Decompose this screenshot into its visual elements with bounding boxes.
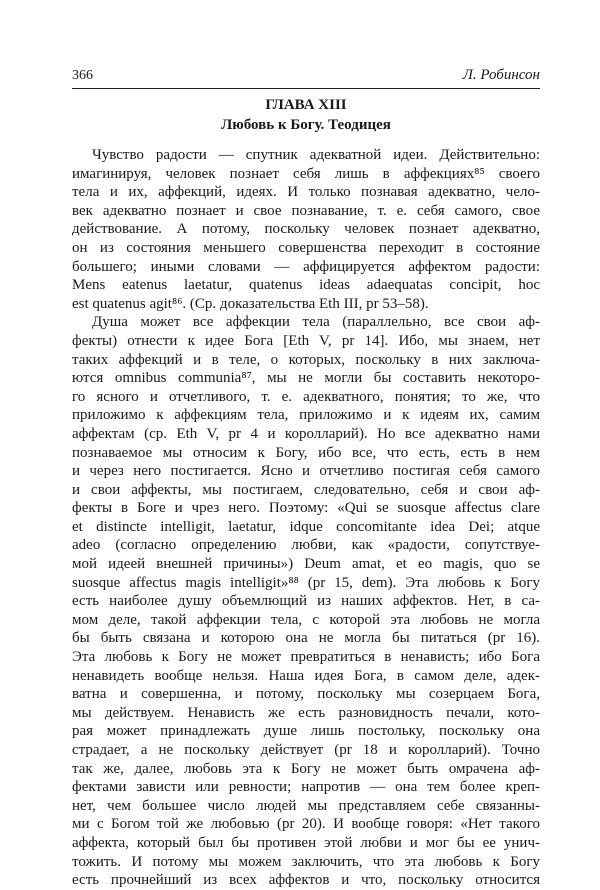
- text-line: и через него постигается. Ясно и отчетливо постигая себя самого: [72, 463, 540, 480]
- text-line: adeo (согласно определению любви, как «радости, сопутствуе-: [72, 537, 540, 554]
- text-line: он из состояния меньшего совершенства переходит в состояние: [72, 239, 540, 256]
- text-line: Чувство радости — спутник адекватной идеи. Действительно:: [92, 147, 540, 163]
- text-line: ми с Богом той же любовью (pr 20). И вообще говоря: «Нет такого: [72, 816, 540, 833]
- text-line: фектами зависти или ревности; напротив — она тем более креп-: [72, 779, 540, 796]
- text-line: Эта любовь к Богу не может превратиться в ненависть; ибо Бога: [72, 649, 540, 666]
- text-line: действование. А потому, поскольку человек познает адекватно,: [72, 221, 540, 238]
- text-line: так же, далее, любовь эта к Богу не может быть омрачена аф-: [72, 760, 540, 777]
- text-line: ются omnibus communia⁸⁷, мы не могли бы составить некоторо-: [72, 370, 540, 387]
- text-line: тела и их, аффекций, идеях. И только познавая адекватно, чело-: [72, 184, 540, 201]
- text-line: тожить. И потому мы можем заключить, что эта любовь к Богу: [72, 853, 540, 870]
- text-line: имагинируя, человек познает себя лишь в аффекциях⁸⁵ своего: [72, 165, 540, 182]
- text-line: бы быть связана и которою она не могла бы питаться (pr 16).: [72, 630, 540, 647]
- body-text: [72, 146, 540, 890]
- text-line: фекты) отнести к идее Бога [Eth V, pr 14]. Ибо, мы знаем, нет: [72, 332, 540, 349]
- text-line: познаваемое мы относим к Богу, ибо все, что есть, есть в нем: [72, 444, 540, 461]
- text-line: и свои аффекты, мы постигаем, следовательно, себя и свои аф-: [72, 481, 540, 498]
- text-line: век адекватно познает и свое познавание, т. е. себя самого, свое: [72, 202, 540, 219]
- text-line: ненавидеть вообще нельзя. Наша идея Бога, в самом деле, адек-: [72, 667, 540, 684]
- text-line: suosque affectus magis intelligit»⁸⁸ (pr 15, dem). Эта любовь к Богу: [72, 574, 540, 591]
- text-line: аффекта, который был бы противен этой любви и мог бы ее унич-: [72, 834, 540, 851]
- text-line: аффектам (ср. Eth V, pr 4 и королларий). Но все адекватно нами: [72, 425, 540, 442]
- text-line: Mens eatenus laetatur, quatenus ideas adaequatas concipit, hoc: [72, 277, 540, 294]
- text-line: et distincte intelligit, laetatur, idque concomitante idea Dei; atque: [72, 518, 540, 535]
- text-line: большего; иными словами — аффицируется аффектом радости:: [72, 258, 540, 275]
- chapter-number: ГЛАВА XIII: [265, 97, 347, 113]
- text-line: Душа может все аффекции тела (параллельно, все свои аф-: [92, 314, 540, 331]
- chapter-title: Любовь к Богу. Теодицея: [221, 117, 391, 133]
- text-line: го ясного и отчетливого, т. е. адекватного, понятия; то же, что: [72, 388, 540, 405]
- text-line: рая может принадлежать душе лишь постольку, поскольку она: [72, 723, 540, 740]
- page-number: 366: [72, 68, 93, 83]
- text-line: ватна и совершенна, и потому, поскольку мы созерцаем Бога,: [72, 686, 540, 703]
- text-line: нет, чем большее число людей мы представляем себе связанны-: [72, 797, 540, 814]
- running-title: Л. Робинсон: [462, 67, 540, 83]
- text-line: есть прочнейший из всех аффектов и что, поскольку относится: [72, 872, 540, 889]
- text-line: мом деле, такой аффекции тела, с которой эта любовь не могла: [72, 611, 540, 628]
- text-line: фекты в Боге и чрез него. Поэтому: «Qui se suosque affectus clare: [72, 500, 540, 517]
- text-line: мой идеей внешней причины») Deum amat, et eo magis, quo se: [72, 556, 540, 573]
- text-line: est quatenus agit⁸⁶. (Ср. доказательства Eth III, pr 53–58).: [72, 295, 429, 312]
- text-line: мы действуем. Ненависть же есть разновидность печали, кото-: [72, 704, 540, 721]
- text-line: приложимо к аффекциям тела, приложимо и к идеям их, самим: [72, 407, 540, 424]
- running-head: [72, 66, 540, 89]
- text-line: таких аффекций и в теле, о которых, поскольку в них заключа-: [72, 351, 540, 368]
- text-line: страдает, а не поскольку действует (pr 18 и королларий). Точно: [72, 742, 540, 758]
- text-line: есть наиболее душу объемлющий из наших аффектов. Нет, в са-: [72, 593, 540, 610]
